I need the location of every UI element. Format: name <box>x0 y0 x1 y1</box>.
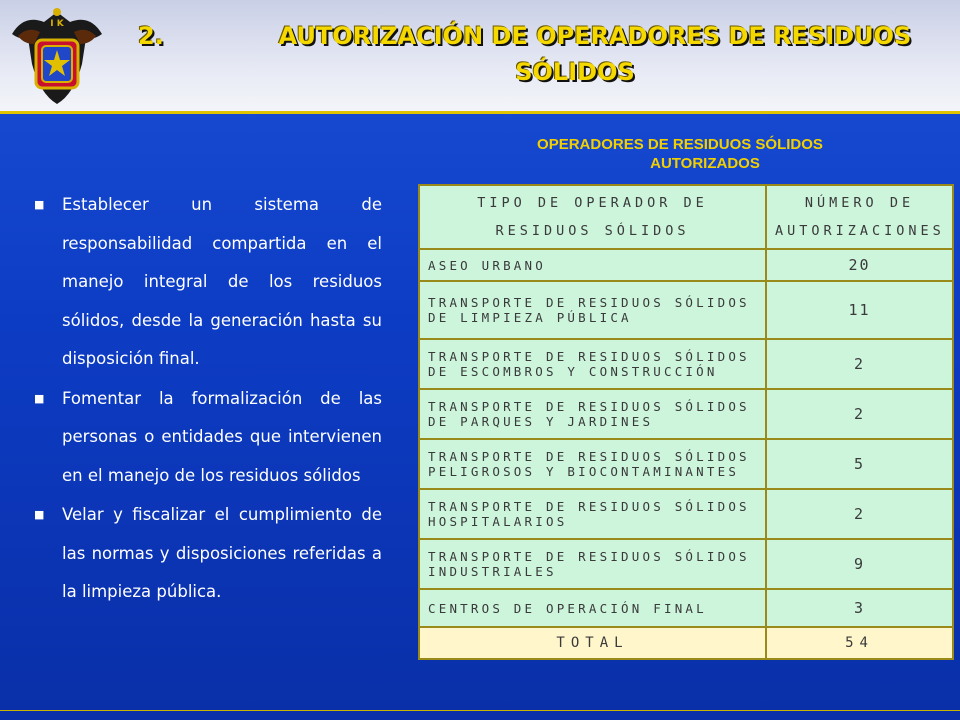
total-value: 54 <box>766 627 953 659</box>
row-count: 2 <box>766 489 953 539</box>
table-row <box>419 489 953 539</box>
footer-divider <box>0 710 960 711</box>
bullet-square-icon: ■ <box>34 391 45 405</box>
row-count: 9 <box>766 539 953 589</box>
bullet-list <box>30 186 382 612</box>
title-number: 2. <box>138 22 164 50</box>
row-type: TRANSPORTE DE RESIDUOS SÓLIDOS HOSPITALARIOS <box>419 489 766 539</box>
slide-header <box>0 0 960 112</box>
row-type: TRANSPORTE DE RESIDUOS SÓLIDOS DE ESCOMBROS Y CONSTRUCCIÓN <box>419 339 766 389</box>
page-title <box>120 18 950 90</box>
total-label: TOTAL <box>419 627 766 659</box>
bullet-text: Establecer un sistema de responsabilidad compartida en el manejo integral de los residuos sólidos, desde la generación hasta su disposición final. <box>62 195 382 368</box>
header-divider <box>0 111 960 114</box>
row-count: 2 <box>766 389 953 439</box>
row-count: 5 <box>766 439 953 489</box>
bullet-item <box>30 186 382 379</box>
coat-of-arms-icon <box>4 4 110 110</box>
table-row <box>419 281 953 339</box>
table-title-line-2: AUTORIZADOS <box>650 155 760 172</box>
header-authorizations: NÚMERO DE AUTORIZACIONES <box>766 185 953 249</box>
row-count: 2 <box>766 339 953 389</box>
table-row <box>419 249 953 281</box>
table-total-row <box>419 627 953 659</box>
table-row <box>419 439 953 489</box>
title-line-2: SÓLIDOS <box>515 58 635 86</box>
table-row <box>419 589 953 627</box>
table-row <box>419 389 953 439</box>
row-type: TRANSPORTE DE RESIDUOS SÓLIDOS DE LIMPIEZA PÚBLICA <box>419 281 766 339</box>
bullet-square-icon: ■ <box>34 508 45 521</box>
row-type: CENTROS DE OPERACIÓN FINAL <box>419 589 766 627</box>
row-count: 20 <box>766 249 953 281</box>
bullet-item <box>30 380 382 496</box>
table-header-row <box>419 185 953 249</box>
bullet-text: Velar y fiscalizar el cumplimiento de las normas y disposiciones referidas a la limpieza pública. <box>62 505 382 601</box>
row-type: TRANSPORTE DE RESIDUOS SÓLIDOS PELIGROSOS Y BIOCONTAMINANTES <box>419 439 766 489</box>
title-line-1: AUTORIZACIÓN DE OPERADORES DE RESIDUOS <box>278 22 912 50</box>
row-count: 3 <box>766 589 953 627</box>
bullet-text: Fomentar la formalización de las personas o entidades que intervienen en el manejo de los residuos sólidos <box>62 388 382 485</box>
bullet-square-icon: ■ <box>34 198 45 211</box>
bullet-item <box>30 496 382 612</box>
row-count: 11 <box>766 281 953 339</box>
row-type: ASEO URBANO <box>419 249 766 281</box>
row-type: TRANSPORTE DE RESIDUOS SÓLIDOS INDUSTRIALES <box>419 539 766 589</box>
operators-table <box>418 184 954 660</box>
table-title-line-1: OPERADORES DE RESIDUOS SÓLIDOS <box>537 136 823 153</box>
row-type: TRANSPORTE DE RESIDUOS SÓLIDOS DE PARQUES Y JARDINES <box>419 389 766 439</box>
table-row <box>419 539 953 589</box>
table-row <box>419 339 953 389</box>
header-operator-type: TIPO DE OPERADOR DE RESIDUOS SÓLIDOS <box>419 185 766 249</box>
table-title <box>420 135 940 173</box>
logo-letters: I K <box>50 19 64 29</box>
